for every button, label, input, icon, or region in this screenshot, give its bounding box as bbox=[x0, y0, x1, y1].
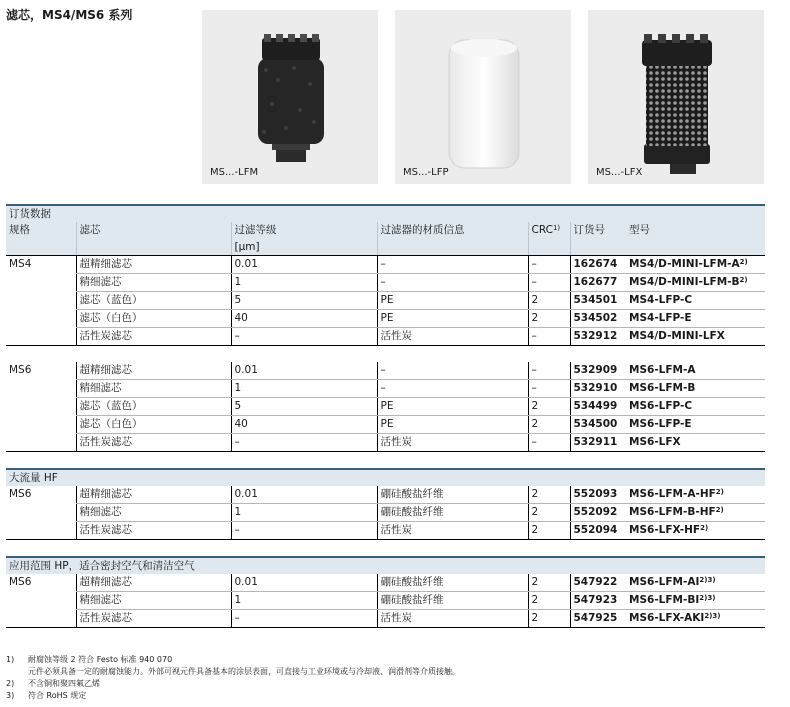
material-cell: 硼硅酸盐纤维 bbox=[377, 504, 528, 522]
header-grade-unit: [µm] bbox=[231, 239, 377, 256]
filter-cell: 滤芯（白色） bbox=[76, 416, 231, 434]
table-row bbox=[6, 362, 765, 380]
footnote bbox=[6, 666, 460, 678]
table-header-unit-row bbox=[6, 239, 765, 256]
crc-cell: 2 bbox=[528, 486, 570, 504]
group-spacer bbox=[6, 346, 765, 363]
size-cell: MS6 bbox=[9, 576, 32, 588]
crc-cell: 2 bbox=[528, 398, 570, 416]
group-title-row bbox=[6, 557, 765, 574]
filter-cell: 精细滤芯 bbox=[76, 592, 231, 610]
type-cell: MS4-LFP-C bbox=[626, 292, 765, 310]
table-row bbox=[6, 610, 765, 628]
table-row bbox=[6, 380, 765, 398]
grade-cell: 1 bbox=[231, 274, 377, 292]
photo-caption: MS...-LFP bbox=[403, 167, 449, 178]
material-cell: PE bbox=[377, 292, 528, 310]
product-photo-lfm bbox=[202, 10, 378, 184]
footnote bbox=[6, 654, 460, 666]
filter-cell: 活性炭滤芯 bbox=[76, 610, 231, 628]
table-row bbox=[6, 310, 765, 328]
type-cell: MS4/D-MINI-LFX bbox=[626, 328, 765, 346]
grade-cell: 5 bbox=[231, 292, 377, 310]
group-title: 大流量 HF bbox=[6, 469, 765, 486]
header-filter: 滤芯 bbox=[76, 222, 231, 239]
part-number-cell: 534502 bbox=[570, 310, 626, 328]
footnote-key: 2) bbox=[6, 679, 15, 688]
filter-cell: 超精细滤芯 bbox=[76, 486, 231, 504]
type-cell: $MS6-LFM-AI^{2)3)}$ bbox=[626, 574, 765, 592]
part-number-cell: 534499 bbox=[570, 398, 626, 416]
filter-cell: 滤芯（蓝色） bbox=[76, 398, 231, 416]
crc-cell: – bbox=[528, 256, 570, 274]
type-cell: MS6-LFM-A-HF$^{2)}$ bbox=[626, 486, 765, 504]
part-number-cell: 534500 bbox=[570, 416, 626, 434]
material-cell: 活性炭 bbox=[377, 434, 528, 452]
material-cell: PE bbox=[377, 310, 528, 328]
footnote-key: 3) bbox=[6, 691, 15, 700]
material-cell: PE bbox=[377, 416, 528, 434]
size-cell: MS6 bbox=[9, 364, 32, 376]
header-material: 过滤器的材质信息 bbox=[377, 222, 528, 239]
table-row bbox=[6, 398, 765, 416]
group-spacer bbox=[6, 452, 765, 470]
part-number-cell: 547925 bbox=[570, 610, 626, 628]
filter-cell: 精细滤芯 bbox=[76, 504, 231, 522]
size-cell bbox=[6, 274, 76, 292]
grade-cell: – bbox=[231, 434, 377, 452]
crc-cell: 2 bbox=[528, 610, 570, 628]
group-title: 应用范围 HP，适合密封空气和清洁空气 bbox=[6, 557, 765, 574]
footnote-text: 符合 RoHS 规定 bbox=[28, 691, 87, 700]
crc-cell: – bbox=[528, 274, 570, 292]
crc-cell: 2 bbox=[528, 592, 570, 610]
part-number-cell: 534501 bbox=[570, 292, 626, 310]
material-cell: 硼硅酸盐纤维 bbox=[377, 486, 528, 504]
part-number-cell: 162674 bbox=[570, 256, 626, 274]
table-section-title-row bbox=[6, 205, 765, 222]
type-cell: MS6-LFM-A bbox=[626, 362, 765, 380]
table-row bbox=[6, 328, 765, 346]
table-row bbox=[6, 592, 765, 610]
grade-cell: 0.01 bbox=[231, 256, 377, 274]
part-number-cell: 552094 bbox=[570, 522, 626, 540]
product-photo-lfx bbox=[588, 10, 764, 184]
material-cell: – bbox=[377, 380, 528, 398]
grade-cell: 0.01 bbox=[231, 486, 377, 504]
size-cell bbox=[6, 310, 76, 328]
crc-cell: 2 bbox=[528, 574, 570, 592]
crc-cell: 2 bbox=[528, 416, 570, 434]
material-cell: – bbox=[377, 256, 528, 274]
footnote-text: 不含铜和聚四氟乙烯 bbox=[28, 679, 100, 688]
size-cell bbox=[6, 328, 76, 346]
crc-cell: 2 bbox=[528, 504, 570, 522]
type-cell: $MS4/D-MINI-LFM-B^{2)}$ bbox=[626, 274, 765, 292]
type-cell: MS6-LFP-C bbox=[626, 398, 765, 416]
part-number-cell: 532909 bbox=[570, 362, 626, 380]
type-cell: MS6-LFX-HF$^{2)}$ bbox=[626, 522, 765, 540]
material-cell: 硼硅酸盐纤维 bbox=[377, 574, 528, 592]
size-cell bbox=[6, 434, 76, 452]
lfp-filter-image bbox=[395, 10, 571, 184]
grade-cell: 40 bbox=[231, 310, 377, 328]
size-cell: MS4 bbox=[9, 258, 32, 270]
size-cell: MS6 bbox=[9, 488, 32, 500]
filter-cell: 超精细滤芯 bbox=[76, 362, 231, 380]
crc-cell: – bbox=[528, 362, 570, 380]
filter-cell: 精细滤芯 bbox=[76, 274, 231, 292]
filter-cell: 滤芯（蓝色） bbox=[76, 292, 231, 310]
table-row bbox=[6, 416, 765, 434]
part-number-cell: 162677 bbox=[570, 274, 626, 292]
header-crc: CRC$^{1)}$ bbox=[528, 222, 570, 239]
grade-cell: 5 bbox=[231, 398, 377, 416]
table-row bbox=[6, 274, 765, 292]
order-data-table bbox=[6, 204, 765, 628]
filter-cell: 活性炭滤芯 bbox=[76, 434, 231, 452]
grade-cell: 40 bbox=[231, 416, 377, 434]
type-cell: MS6-LFM-B-HF$^{2)}$ bbox=[626, 504, 765, 522]
grade-cell: 0.01 bbox=[231, 574, 377, 592]
size-cell bbox=[6, 522, 76, 540]
filter-cell: 精细滤芯 bbox=[76, 380, 231, 398]
table-row bbox=[6, 256, 765, 274]
size-cell bbox=[6, 592, 76, 610]
type-cell: $MS6-LFX-AKI^{2)3)}$ bbox=[626, 610, 765, 628]
part-number-cell: 552092 bbox=[570, 504, 626, 522]
material-cell: PE bbox=[377, 398, 528, 416]
table-row bbox=[6, 522, 765, 540]
photo-caption: MS...-LFM bbox=[210, 167, 259, 178]
grade-cell: – bbox=[231, 328, 377, 346]
type-cell: MS6-LFM-B bbox=[626, 380, 765, 398]
part-number-cell: 532912 bbox=[570, 328, 626, 346]
lfx-filter-image bbox=[588, 10, 764, 184]
filter-cell: 活性炭滤芯 bbox=[76, 522, 231, 540]
crc-cell: – bbox=[528, 434, 570, 452]
grade-cell: 1 bbox=[231, 380, 377, 398]
footnotes bbox=[6, 654, 460, 702]
crc-cell: 2 bbox=[528, 292, 570, 310]
header-part-number: 订货号 bbox=[570, 222, 626, 239]
material-cell: 活性炭 bbox=[377, 610, 528, 628]
footnote-key: 1) bbox=[6, 655, 15, 664]
filter-cell: 滤芯（白色） bbox=[76, 310, 231, 328]
type-cell: MS6-LFP-E bbox=[626, 416, 765, 434]
material-cell: 硼硅酸盐纤维 bbox=[377, 592, 528, 610]
size-cell bbox=[6, 398, 76, 416]
crc-cell: 2 bbox=[528, 522, 570, 540]
filter-cell: 活性炭滤芯 bbox=[76, 328, 231, 346]
product-photo-lfp bbox=[395, 10, 571, 184]
crc-cell: 2 bbox=[528, 310, 570, 328]
table-row bbox=[6, 434, 765, 452]
footnote-text: 耐腐蚀等级 2 符合 Festo 标准 940 070 bbox=[28, 655, 173, 664]
material-cell: 活性炭 bbox=[377, 522, 528, 540]
table-row bbox=[6, 574, 765, 592]
grade-cell: – bbox=[231, 610, 377, 628]
part-number-cell: 532910 bbox=[570, 380, 626, 398]
photo-caption: MS...-LFX bbox=[596, 167, 643, 178]
material-cell: – bbox=[377, 362, 528, 380]
table-row bbox=[6, 486, 765, 504]
size-cell bbox=[6, 416, 76, 434]
type-cell: MS4-LFP-E bbox=[626, 310, 765, 328]
part-number-cell: 547922 bbox=[570, 574, 626, 592]
crc-cell: – bbox=[528, 380, 570, 398]
lfm-filter-image bbox=[202, 10, 378, 184]
table-row bbox=[6, 292, 765, 310]
type-cell: $MS6-LFM-BI^{2)3)}$ bbox=[626, 592, 765, 610]
footnote bbox=[6, 678, 460, 690]
footnote-key bbox=[6, 666, 28, 678]
header-type: 型号 bbox=[626, 222, 765, 239]
type-cell: MS6-LFX bbox=[626, 434, 765, 452]
part-number-cell: 547923 bbox=[570, 592, 626, 610]
grade-cell: – bbox=[231, 522, 377, 540]
footnote bbox=[6, 690, 460, 702]
group-title-row bbox=[6, 469, 765, 486]
header-grade: 过滤等级 bbox=[231, 222, 377, 239]
size-cell bbox=[6, 292, 76, 310]
material-cell: 活性炭 bbox=[377, 328, 528, 346]
footnote-text: 元件必须具备一定的耐腐蚀能力。外部可视元件具备基本的涂层表面，可直接与工业环境或与冷却液、润滑剂等介质接触。 bbox=[28, 667, 460, 676]
table-section-title: 订货数据 bbox=[6, 205, 765, 222]
group-spacer bbox=[6, 540, 765, 558]
material-cell: – bbox=[377, 274, 528, 292]
page-title: 滤芯，MS4/MS6 系列 bbox=[6, 8, 133, 22]
crc-cell: – bbox=[528, 328, 570, 346]
size-cell bbox=[6, 380, 76, 398]
size-cell bbox=[6, 504, 76, 522]
filter-cell: 超精细滤芯 bbox=[76, 574, 231, 592]
header-size: 规格 bbox=[6, 222, 76, 239]
part-number-cell: 532911 bbox=[570, 434, 626, 452]
size-cell bbox=[6, 610, 76, 628]
part-number-cell: 552093 bbox=[570, 486, 626, 504]
table-header-row bbox=[6, 222, 765, 239]
grade-cell: 1 bbox=[231, 592, 377, 610]
grade-cell: 0.01 bbox=[231, 362, 377, 380]
filter-cell: 超精细滤芯 bbox=[76, 256, 231, 274]
grade-cell: 1 bbox=[231, 504, 377, 522]
table-row bbox=[6, 504, 765, 522]
type-cell: $MS4/D-MINI-LFM-A^{2)}$ bbox=[626, 256, 765, 274]
